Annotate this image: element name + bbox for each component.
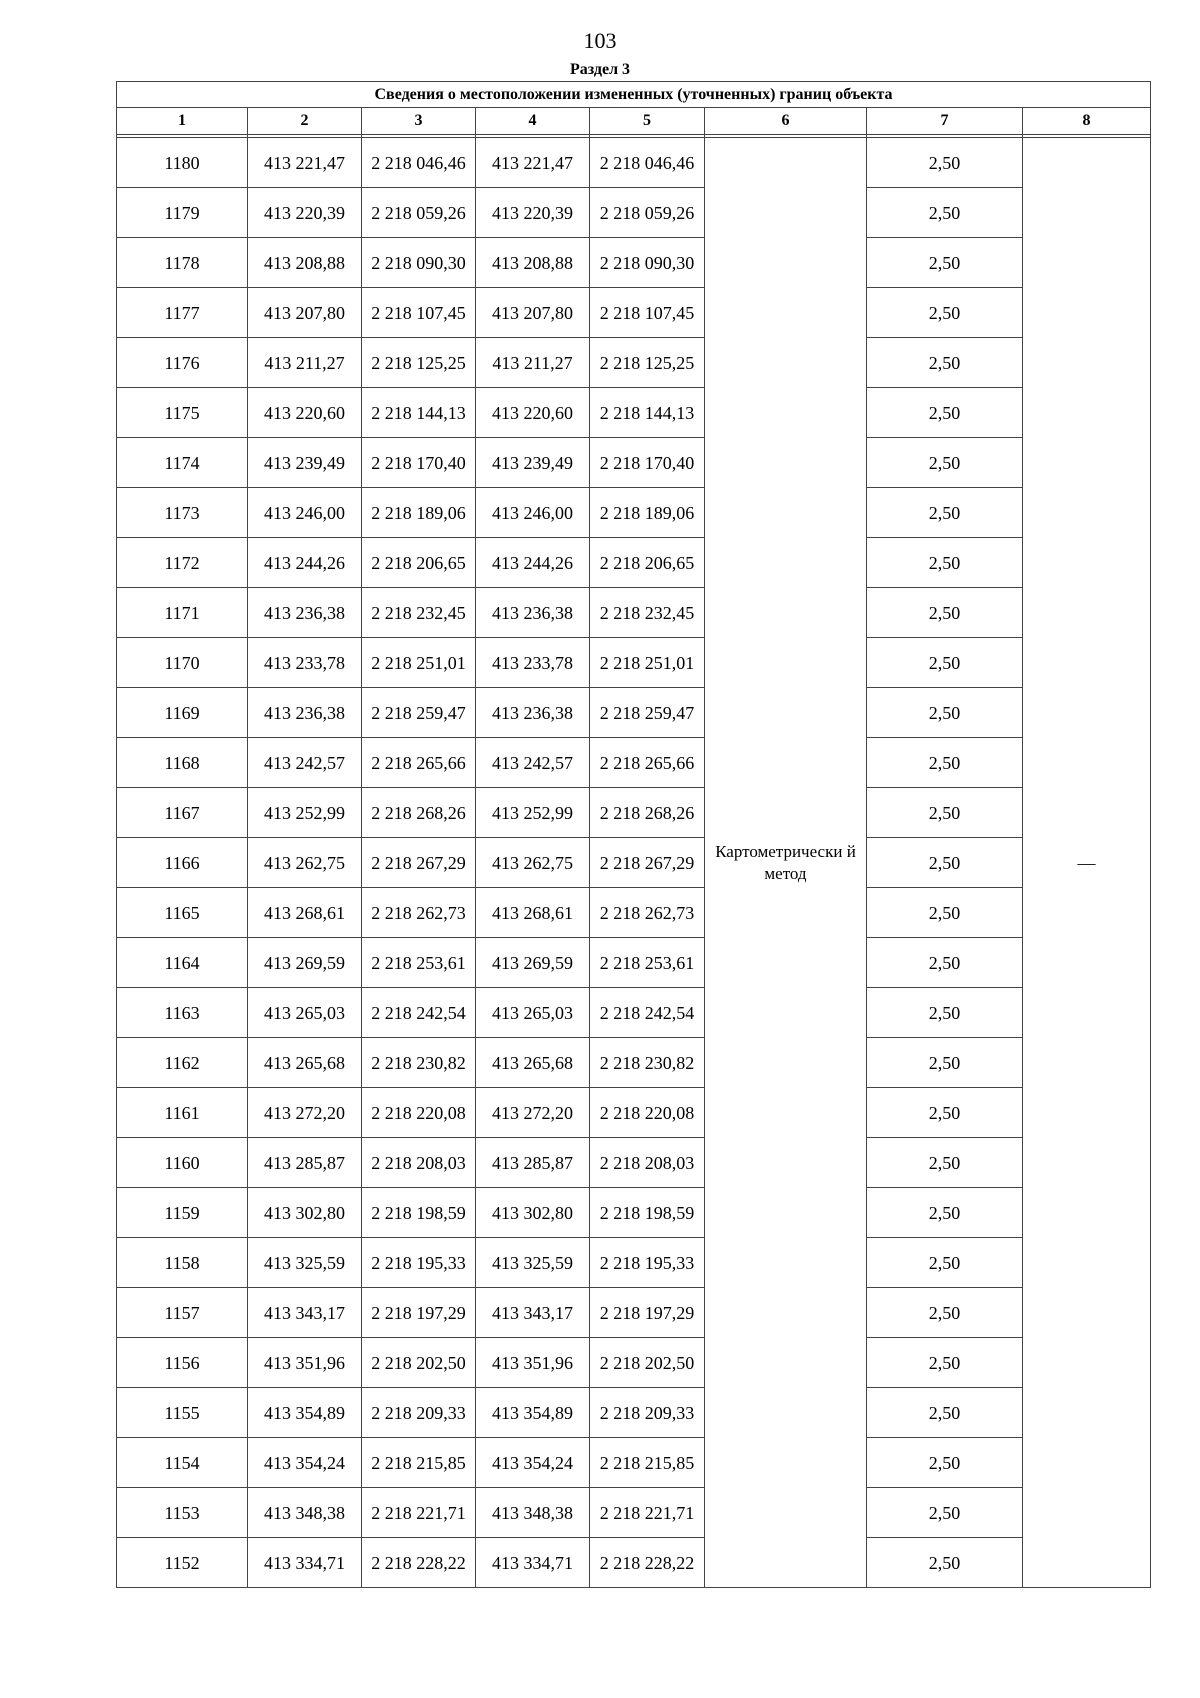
accuracy-cell: 2,50 xyxy=(867,1138,1023,1188)
table-row xyxy=(117,1488,1151,1538)
point-number-cell: 1170 xyxy=(117,638,248,688)
y-existing-cell: 2 218 090,30 xyxy=(362,238,476,288)
y-existing-cell: 2 218 202,50 xyxy=(362,1338,476,1388)
x-new-cell: 413 246,00 xyxy=(476,488,590,538)
point-number-cell: 1161 xyxy=(117,1088,248,1138)
section-title: Раздел 3 xyxy=(569,61,631,78)
y-existing-cell: 2 218 195,33 xyxy=(362,1238,476,1288)
point-number-cell: 1159 xyxy=(117,1188,248,1238)
point-number-cell: 1167 xyxy=(117,788,248,838)
y-new-cell: 2 218 125,25 xyxy=(590,338,705,388)
y-new-cell: 2 218 189,06 xyxy=(590,488,705,538)
accuracy-cell: 2,50 xyxy=(867,238,1023,288)
table-row xyxy=(117,1238,1151,1288)
x-existing-cell: 413 252,99 xyxy=(248,788,362,838)
x-new-cell: 413 242,57 xyxy=(476,738,590,788)
accuracy-cell: 2,50 xyxy=(867,1438,1023,1488)
page-number: 103 xyxy=(583,28,617,53)
y-existing-cell: 2 218 189,06 xyxy=(362,488,476,538)
point-number-cell: 1168 xyxy=(117,738,248,788)
x-new-cell: 413 354,24 xyxy=(476,1438,590,1488)
boundary-coordinates-table xyxy=(116,81,1151,1588)
table-row xyxy=(117,938,1151,988)
x-new-cell: 413 325,59 xyxy=(476,1238,590,1288)
y-existing-cell: 2 218 208,03 xyxy=(362,1138,476,1188)
table-row xyxy=(117,1538,1151,1588)
x-new-cell: 413 208,88 xyxy=(476,238,590,288)
y-existing-cell: 2 218 209,33 xyxy=(362,1388,476,1438)
x-new-cell: 413 269,59 xyxy=(476,938,590,988)
y-existing-cell: 2 218 197,29 xyxy=(362,1288,476,1338)
y-existing-cell: 2 218 265,66 xyxy=(362,738,476,788)
table-row xyxy=(117,538,1151,588)
x-existing-cell: 413 265,03 xyxy=(248,988,362,1038)
accuracy-cell: 2,50 xyxy=(867,1188,1023,1238)
x-existing-cell: 413 343,17 xyxy=(248,1288,362,1338)
point-number-cell: 1155 xyxy=(117,1388,248,1438)
x-existing-cell: 413 354,89 xyxy=(248,1388,362,1438)
x-new-cell: 413 265,03 xyxy=(476,988,590,1038)
x-existing-cell: 413 269,59 xyxy=(248,938,362,988)
y-new-cell: 2 218 221,71 xyxy=(590,1488,705,1538)
point-number-cell: 1175 xyxy=(117,388,248,438)
x-existing-cell: 413 208,88 xyxy=(248,238,362,288)
y-existing-cell: 2 218 262,73 xyxy=(362,888,476,938)
column-number-row xyxy=(117,108,1151,135)
x-new-cell: 413 334,71 xyxy=(476,1538,590,1588)
y-new-cell: 2 218 090,30 xyxy=(590,238,705,288)
y-new-cell: 2 218 242,54 xyxy=(590,988,705,1038)
accuracy-cell: 2,50 xyxy=(867,888,1023,938)
x-new-cell: 413 354,89 xyxy=(476,1388,590,1438)
point-number-cell: 1153 xyxy=(117,1488,248,1538)
accuracy-cell: 2,50 xyxy=(867,288,1023,338)
x-existing-cell: 413 220,60 xyxy=(248,388,362,438)
x-new-cell: 413 262,75 xyxy=(476,838,590,888)
x-new-cell: 413 207,80 xyxy=(476,288,590,338)
y-new-cell: 2 218 230,82 xyxy=(590,1038,705,1088)
x-new-cell: 413 268,61 xyxy=(476,888,590,938)
x-new-cell: 413 265,68 xyxy=(476,1038,590,1088)
x-existing-cell: 413 236,38 xyxy=(248,688,362,738)
accuracy-cell: 2,50 xyxy=(867,1338,1023,1388)
accuracy-cell: 2,50 xyxy=(867,1238,1023,1288)
column-number-header: 5 xyxy=(590,108,705,135)
y-new-cell: 2 218 232,45 xyxy=(590,588,705,638)
x-existing-cell: 413 351,96 xyxy=(248,1338,362,1388)
y-new-cell: 2 218 195,33 xyxy=(590,1238,705,1288)
x-existing-cell: 413 272,20 xyxy=(248,1088,362,1138)
y-existing-cell: 2 218 253,61 xyxy=(362,938,476,988)
y-new-cell: 2 218 268,26 xyxy=(590,788,705,838)
point-number-cell: 1177 xyxy=(117,288,248,338)
column-number-header: 4 xyxy=(476,108,590,135)
accuracy-cell: 2,50 xyxy=(867,438,1023,488)
x-new-cell: 413 252,99 xyxy=(476,788,590,838)
y-new-cell: 2 218 202,50 xyxy=(590,1338,705,1388)
y-existing-cell: 2 218 242,54 xyxy=(362,988,476,1038)
y-new-cell: 2 218 251,01 xyxy=(590,638,705,688)
point-number-cell: 1169 xyxy=(117,688,248,738)
y-existing-cell: 2 218 232,45 xyxy=(362,588,476,638)
x-new-cell: 413 236,38 xyxy=(476,688,590,738)
table-row xyxy=(117,288,1151,338)
x-existing-cell: 413 325,59 xyxy=(248,1238,362,1288)
x-existing-cell: 413 302,80 xyxy=(248,1188,362,1238)
accuracy-cell: 2,50 xyxy=(867,988,1023,1038)
point-number-cell: 1158 xyxy=(117,1238,248,1288)
table-row xyxy=(117,988,1151,1038)
table-row xyxy=(117,238,1151,288)
accuracy-cell: 2,50 xyxy=(867,638,1023,688)
accuracy-cell: 2,50 xyxy=(867,1038,1023,1088)
x-new-cell: 413 233,78 xyxy=(476,638,590,688)
y-existing-cell: 2 218 059,26 xyxy=(362,188,476,238)
point-number-cell: 1178 xyxy=(117,238,248,288)
table-row xyxy=(117,388,1151,438)
accuracy-cell: 2,50 xyxy=(867,388,1023,438)
point-number-cell: 1180 xyxy=(117,138,248,188)
accuracy-cell: 2,50 xyxy=(867,1288,1023,1338)
y-new-cell: 2 218 267,29 xyxy=(590,838,705,888)
column-number-header: 3 xyxy=(362,108,476,135)
column-number-header: 6 xyxy=(705,108,867,135)
x-new-cell: 413 244,26 xyxy=(476,538,590,588)
note-dash-cell: — xyxy=(1023,138,1151,1588)
table-row xyxy=(117,888,1151,938)
point-number-cell: 1171 xyxy=(117,588,248,638)
column-number-header: 2 xyxy=(248,108,362,135)
accuracy-cell: 2,50 xyxy=(867,838,1023,888)
y-existing-cell: 2 218 259,47 xyxy=(362,688,476,738)
y-new-cell: 2 218 215,85 xyxy=(590,1438,705,1488)
accuracy-cell: 2,50 xyxy=(867,188,1023,238)
x-existing-cell: 413 265,68 xyxy=(248,1038,362,1088)
y-existing-cell: 2 218 251,01 xyxy=(362,638,476,688)
x-new-cell: 413 348,38 xyxy=(476,1488,590,1538)
x-new-cell: 413 221,47 xyxy=(476,138,590,188)
accuracy-cell: 2,50 xyxy=(867,138,1023,188)
table-row xyxy=(117,1338,1151,1388)
y-existing-cell: 2 218 198,59 xyxy=(362,1188,476,1238)
accuracy-cell: 2,50 xyxy=(867,738,1023,788)
y-new-cell: 2 218 262,73 xyxy=(590,888,705,938)
y-existing-cell: 2 218 215,85 xyxy=(362,1438,476,1488)
point-number-cell: 1173 xyxy=(117,488,248,538)
table-row xyxy=(117,1038,1151,1088)
accuracy-cell: 2,50 xyxy=(867,1088,1023,1138)
point-number-cell: 1166 xyxy=(117,838,248,888)
x-existing-cell: 413 239,49 xyxy=(248,438,362,488)
point-number-cell: 1176 xyxy=(117,338,248,388)
x-existing-cell: 413 233,78 xyxy=(248,638,362,688)
accuracy-cell: 2,50 xyxy=(867,588,1023,638)
accuracy-cell: 2,50 xyxy=(867,1388,1023,1438)
table-row xyxy=(117,788,1151,838)
y-existing-cell: 2 218 125,25 xyxy=(362,338,476,388)
table-row xyxy=(117,638,1151,688)
y-existing-cell: 2 218 107,45 xyxy=(362,288,476,338)
y-new-cell: 2 218 046,46 xyxy=(590,138,705,188)
y-existing-cell: 2 218 230,82 xyxy=(362,1038,476,1088)
y-new-cell: 2 218 228,22 xyxy=(590,1538,705,1588)
table-row xyxy=(117,688,1151,738)
x-existing-cell: 413 221,47 xyxy=(248,138,362,188)
y-new-cell: 2 218 253,61 xyxy=(590,938,705,988)
method-cell: Картометрически й метод xyxy=(705,138,867,1588)
x-existing-cell: 413 285,87 xyxy=(248,1138,362,1188)
table-row xyxy=(117,338,1151,388)
y-existing-cell: 2 218 170,40 xyxy=(362,438,476,488)
y-new-cell: 2 218 265,66 xyxy=(590,738,705,788)
point-number-cell: 1157 xyxy=(117,1288,248,1338)
x-new-cell: 413 285,87 xyxy=(476,1138,590,1188)
x-existing-cell: 413 354,24 xyxy=(248,1438,362,1488)
y-new-cell: 2 218 208,03 xyxy=(590,1138,705,1188)
y-new-cell: 2 218 144,13 xyxy=(590,388,705,438)
table-row xyxy=(117,838,1151,888)
table-row xyxy=(117,1288,1151,1338)
accuracy-cell: 2,50 xyxy=(867,788,1023,838)
column-number-header: 8 xyxy=(1023,108,1151,135)
point-number-cell: 1162 xyxy=(117,1038,248,1088)
y-new-cell: 2 218 107,45 xyxy=(590,288,705,338)
y-existing-cell: 2 218 221,71 xyxy=(362,1488,476,1538)
column-number-header: 7 xyxy=(867,108,1023,135)
point-number-cell: 1154 xyxy=(117,1438,248,1488)
table-row xyxy=(117,438,1151,488)
x-existing-cell: 413 244,26 xyxy=(248,538,362,588)
x-existing-cell: 413 211,27 xyxy=(248,338,362,388)
y-new-cell: 2 218 198,59 xyxy=(590,1188,705,1238)
y-new-cell: 2 218 059,26 xyxy=(590,188,705,238)
x-existing-cell: 413 334,71 xyxy=(248,1538,362,1588)
y-existing-cell: 2 218 144,13 xyxy=(362,388,476,438)
accuracy-cell: 2,50 xyxy=(867,688,1023,738)
x-new-cell: 413 272,20 xyxy=(476,1088,590,1138)
table-row xyxy=(117,1438,1151,1488)
accuracy-cell: 2,50 xyxy=(867,338,1023,388)
table-row xyxy=(117,488,1151,538)
x-existing-cell: 413 236,38 xyxy=(248,588,362,638)
x-new-cell: 413 220,39 xyxy=(476,188,590,238)
x-new-cell: 413 211,27 xyxy=(476,338,590,388)
table-row xyxy=(117,138,1151,188)
accuracy-cell: 2,50 xyxy=(867,1488,1023,1538)
y-new-cell: 2 218 220,08 xyxy=(590,1088,705,1138)
y-existing-cell: 2 218 267,29 xyxy=(362,838,476,888)
x-new-cell: 413 302,80 xyxy=(476,1188,590,1238)
y-new-cell: 2 218 259,47 xyxy=(590,688,705,738)
table-caption: Сведения о местоположении измененных (уточненных) границ объекта xyxy=(117,82,1151,108)
x-new-cell: 413 343,17 xyxy=(476,1288,590,1338)
table-row xyxy=(117,588,1151,638)
table-row xyxy=(117,1088,1151,1138)
y-new-cell: 2 218 206,65 xyxy=(590,538,705,588)
x-existing-cell: 413 207,80 xyxy=(248,288,362,338)
y-new-cell: 2 218 170,40 xyxy=(590,438,705,488)
x-existing-cell: 413 268,61 xyxy=(248,888,362,938)
point-number-cell: 1179 xyxy=(117,188,248,238)
point-number-cell: 1163 xyxy=(117,988,248,1038)
point-number-cell: 1172 xyxy=(117,538,248,588)
point-number-cell: 1174 xyxy=(117,438,248,488)
column-number-header: 1 xyxy=(117,108,248,135)
y-existing-cell: 2 218 268,26 xyxy=(362,788,476,838)
table-row xyxy=(117,738,1151,788)
x-new-cell: 413 220,60 xyxy=(476,388,590,438)
table-row xyxy=(117,1138,1151,1188)
y-existing-cell: 2 218 220,08 xyxy=(362,1088,476,1138)
accuracy-cell: 2,50 xyxy=(867,938,1023,988)
y-existing-cell: 2 218 228,22 xyxy=(362,1538,476,1588)
x-existing-cell: 413 246,00 xyxy=(248,488,362,538)
y-existing-cell: 2 218 046,46 xyxy=(362,138,476,188)
point-number-cell: 1165 xyxy=(117,888,248,938)
point-number-cell: 1152 xyxy=(117,1538,248,1588)
table-body xyxy=(117,138,1151,1588)
x-new-cell: 413 351,96 xyxy=(476,1338,590,1388)
y-existing-cell: 2 218 206,65 xyxy=(362,538,476,588)
x-new-cell: 413 239,49 xyxy=(476,438,590,488)
table-row xyxy=(117,188,1151,238)
table-row xyxy=(117,1188,1151,1238)
y-new-cell: 2 218 197,29 xyxy=(590,1288,705,1338)
x-new-cell: 413 236,38 xyxy=(476,588,590,638)
accuracy-cell: 2,50 xyxy=(867,488,1023,538)
table-row xyxy=(117,1388,1151,1438)
accuracy-cell: 2,50 xyxy=(867,538,1023,588)
x-existing-cell: 413 220,39 xyxy=(248,188,362,238)
x-existing-cell: 413 348,38 xyxy=(248,1488,362,1538)
x-existing-cell: 413 242,57 xyxy=(248,738,362,788)
point-number-cell: 1164 xyxy=(117,938,248,988)
point-number-cell: 1160 xyxy=(117,1138,248,1188)
point-number-cell: 1156 xyxy=(117,1338,248,1388)
accuracy-cell: 2,50 xyxy=(867,1538,1023,1588)
y-new-cell: 2 218 209,33 xyxy=(590,1388,705,1438)
x-existing-cell: 413 262,75 xyxy=(248,838,362,888)
